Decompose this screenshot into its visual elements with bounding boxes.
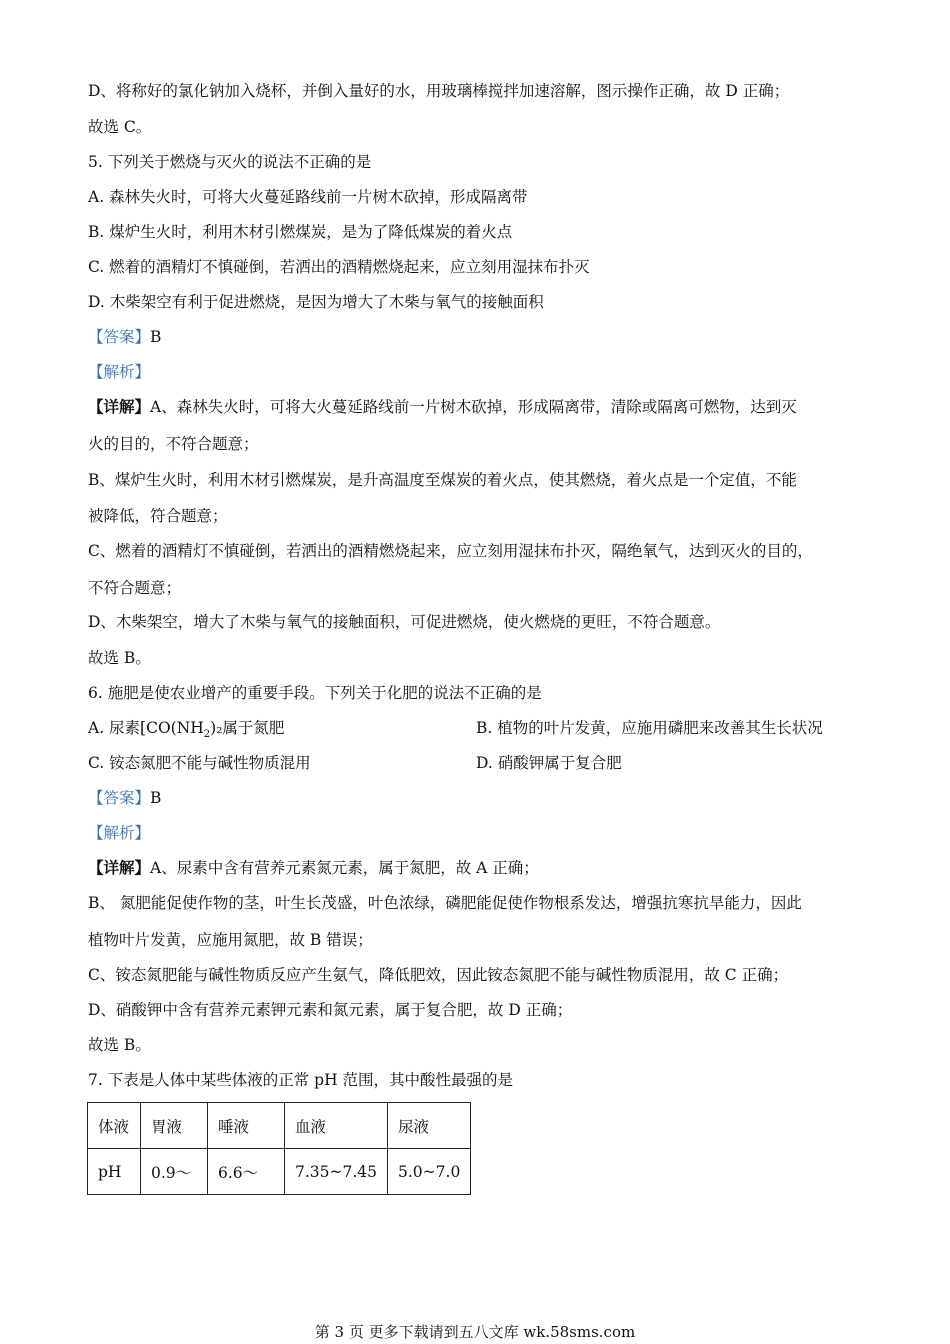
text-line: 故选 C。 [88, 118, 152, 136]
option-5d: D. 木柴架空有利于促进燃烧，是因为增大了木柴与氧气的接触面积 [88, 293, 544, 311]
table-cell: 尿液 [388, 1103, 471, 1149]
text-line: 植物叶片发黄，应施用氮肥，故 B 错误； [88, 931, 373, 949]
text-line: 不符合题意； [88, 579, 182, 597]
table-cell: 0.9～ [141, 1149, 208, 1195]
table-cell: 唾液 [208, 1103, 285, 1149]
option-6b: B. 植物的叶片发黄，应施用磷肥来改善其生长状况 [476, 719, 823, 737]
page-footer: 第 3 页 更多下载请到五八文库 wk.58sms.com [314, 1323, 636, 1341]
analysis-tag: 【解析】 [88, 824, 151, 842]
option-5b: B. 煤炉生火时，利用木材引燃煤炭，是为了降低煤炭的着火点 [88, 223, 513, 241]
text-line: B、煤炉生火时，利用木材引燃煤炭，是升高温度至煤炭的着火点，使其燃烧，着火点是一个定值，不能 [88, 471, 797, 489]
analysis-tag: 【解析】 [88, 363, 151, 381]
question-5: 5. 下列关于燃烧与灭火的说法不正确的是 [88, 153, 372, 171]
analysis-6 [88, 822, 150, 844]
table-row [88, 1149, 471, 1195]
option-6c: C. 铵态氮肥不能与碱性物质混用 [88, 754, 311, 772]
detail-tag: 【详解】 [88, 397, 151, 416]
text-line: 火的目的，不符合题意； [88, 435, 259, 453]
option-text: A. 尿素[CO(NH [88, 719, 204, 737]
table-cell: pH [88, 1149, 141, 1195]
table-header-row [88, 1103, 471, 1149]
answer-value: B [150, 328, 162, 346]
table-cell: 6.6～ [208, 1149, 285, 1195]
subscript: 2 [203, 729, 211, 741]
option-text: )₂属于氮肥 [210, 719, 285, 737]
option-6d: D. 硝酸钾属于复合肥 [476, 754, 622, 772]
detail-text: A、森林失火时，可将大火蔓延路线前一片树木砍掉，形成隔离带，清除或隔离可燃物，达到灭 [150, 398, 797, 416]
text-line: D、将称好的氯化钠加入烧杯，并倒入量好的水，用玻璃棒搅拌加速溶解，图示操作正确，故 D 正确； [88, 82, 790, 100]
ph-table [87, 1102, 471, 1195]
question-7: 7. 下表是人体中某些体液的正常 pH 范围，其中酸性最强的是 [88, 1071, 514, 1089]
option-5a: A. 森林失火时，可将大火蔓延路线前一片树木砍掉，形成隔离带 [88, 188, 528, 206]
detail-tag: 【详解】 [88, 858, 151, 877]
answer-tag: 【答案】 [88, 789, 151, 807]
text-line: C、燃着的酒精灯不慎碰倒，若洒出的酒精燃烧起来，应立刻用湿抹布扑灭，隔绝氧气，达到灭火的目的， [88, 542, 813, 560]
detail-text: A、尿素中含有营养元素氮元素，属于氮肥，故 A 正确； [150, 859, 539, 877]
detail-5a [88, 396, 797, 418]
option-5c: C. 燃着的酒精灯不慎碰倒，若洒出的酒精燃烧起来，应立刻用湿抹布扑灭 [88, 258, 590, 276]
table-cell: 血液 [285, 1103, 388, 1149]
table-cell: 胃液 [141, 1103, 208, 1149]
text-line: D、硝酸钾中含有营养元素钾元素和氮元素，属于复合肥，故 D 正确； [88, 1001, 573, 1019]
text-line: D、木柴架空，增大了木柴与氧气的接触面积，可促进燃烧，使火燃烧的更旺，不符合题意。 [88, 613, 721, 631]
question-6: 6. 施肥是使农业增产的重要手段。下列关于化肥的说法不正确的是 [88, 684, 542, 702]
table-cell: 体液 [88, 1103, 141, 1149]
text-line: C、铵态氮肥能与碱性物质反应产生氨气，降低肥效，因此铵态氮肥不能与碱性物质混用，故 C 正确； [88, 966, 789, 984]
answer-5 [88, 326, 161, 348]
table-cell: 5.0~7.0 [388, 1149, 471, 1195]
table-cell: 7.35~7.45 [285, 1149, 388, 1195]
detail-6a [88, 857, 539, 879]
analysis-5 [88, 361, 150, 383]
text-line: 故选 B。 [88, 1036, 151, 1054]
text-line: 被降低，符合题意； [88, 507, 228, 525]
text-line: B、 氮肥能促使作物的茎，叶生长茂盛，叶色浓绿，磷肥能促使作物根系发达，增强抗寒抗旱能力，因此 [88, 894, 802, 912]
answer-tag: 【答案】 [88, 328, 151, 346]
option-6a [88, 717, 284, 746]
answer-6 [88, 787, 161, 809]
answer-value: B [150, 789, 162, 807]
text-line: 故选 B。 [88, 649, 151, 667]
